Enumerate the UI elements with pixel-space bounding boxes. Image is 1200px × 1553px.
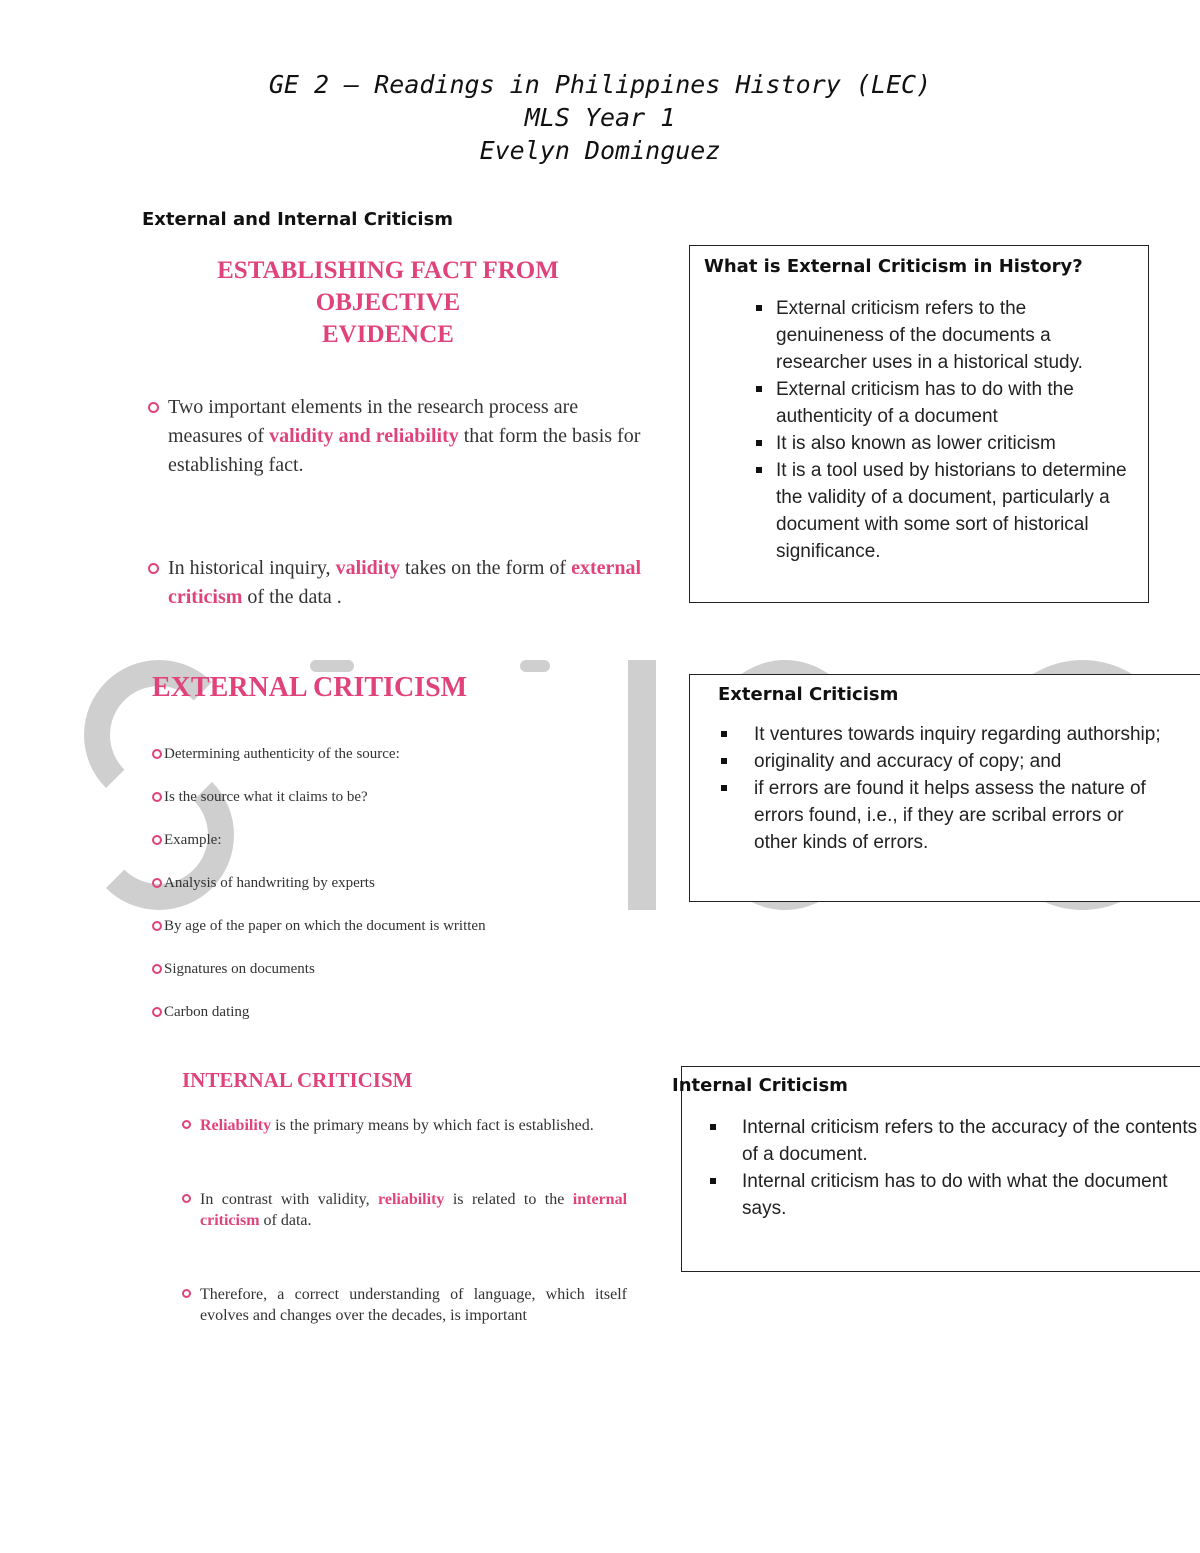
list-item: if errors are found it helps assess the nature of errors found, i.e., if they are scribal errors or other kinds of errors. (718, 775, 1172, 856)
list-item: Internal criticism refers to the accuracy of the contents of a document. (682, 1114, 1200, 1168)
section-heading: External and Internal Criticism (142, 209, 454, 230)
course-title: GE 2 – Readings in Philippines History (LEC) (268, 70, 932, 99)
slide2-item: Determining authenticity of the source: (152, 744, 622, 787)
slide2-item: Carbon dating (152, 1002, 622, 1045)
slide2-list (152, 744, 622, 1045)
list-item: Internal criticism has to do with what the document says. (682, 1168, 1200, 1222)
author-name: Evelyn Dominguez (479, 136, 721, 165)
list-item: External criticism has to do with the authenticity of a document (704, 376, 1134, 430)
list-item: It is also known as lower criticism (704, 430, 1134, 457)
box2-list (718, 721, 1172, 856)
slide1-bullet-historical-inquiry: In historical inquiry, validity takes on the form of external criticism of the data . (148, 554, 653, 612)
slide2-item: Is the source what it claims to be? (152, 787, 622, 830)
slide2-item: Signatures on documents (152, 959, 622, 1002)
slide3-title: INTERNAL CRITICISM (182, 1068, 413, 1092)
box1-list (704, 295, 1134, 565)
list-item: External criticism refers to the genuineness of the documents a researcher uses in a historical study. (704, 295, 1134, 376)
slide2-title: EXTERNAL CRITICISM (152, 672, 468, 703)
list-item: It ventures towards inquiry regarding authorship; (718, 721, 1172, 748)
slide1-title: ESTABLISHING FACT FROM OBJECTIVE EVIDENCE (217, 257, 559, 348)
box-what-is-external-criticism (689, 245, 1149, 603)
slide1-bullet-validity-reliability: Two important elements in the research process are measures of validity and reliability that form the basis for establishing fact. (148, 393, 653, 480)
list-item: originality and accuracy of copy; and (718, 748, 1172, 775)
box-internal-criticism (672, 1066, 1200, 1272)
slide3-bullet-contrast: In contrast with validity, reliability is related to the internal criticism of data. (182, 1189, 627, 1231)
slide2-item: Example: (152, 830, 622, 873)
slide2-item: Analysis of handwriting by experts (152, 873, 622, 916)
slide-internal-criticism (182, 1068, 627, 1326)
slide-external-criticism (152, 672, 622, 1045)
slide-establishing-fact (148, 255, 653, 612)
box3-title: Internal Criticism (672, 1075, 848, 1096)
box3-top-border (681, 1066, 1200, 1067)
list-item: It is a tool used by historians to determine the validity of a document, particularly a document with some sort of historical significance. (704, 457, 1134, 565)
box3-list (682, 1114, 1200, 1222)
slide3-bullet-language: Therefore, a correct understanding of language, which itself evolves and changes over the decades, is important (182, 1284, 627, 1326)
slide2-item: By age of the paper on which the document is written (152, 916, 622, 959)
slide3-bullet-reliability: Reliability is the primary means by which fact is established. (182, 1115, 627, 1136)
box1-title: What is External Criticism in History? (704, 256, 1083, 277)
program-year: MLS Year 1 (524, 103, 676, 132)
box2-title: External Criticism (718, 684, 899, 705)
box-external-criticism (689, 674, 1200, 902)
